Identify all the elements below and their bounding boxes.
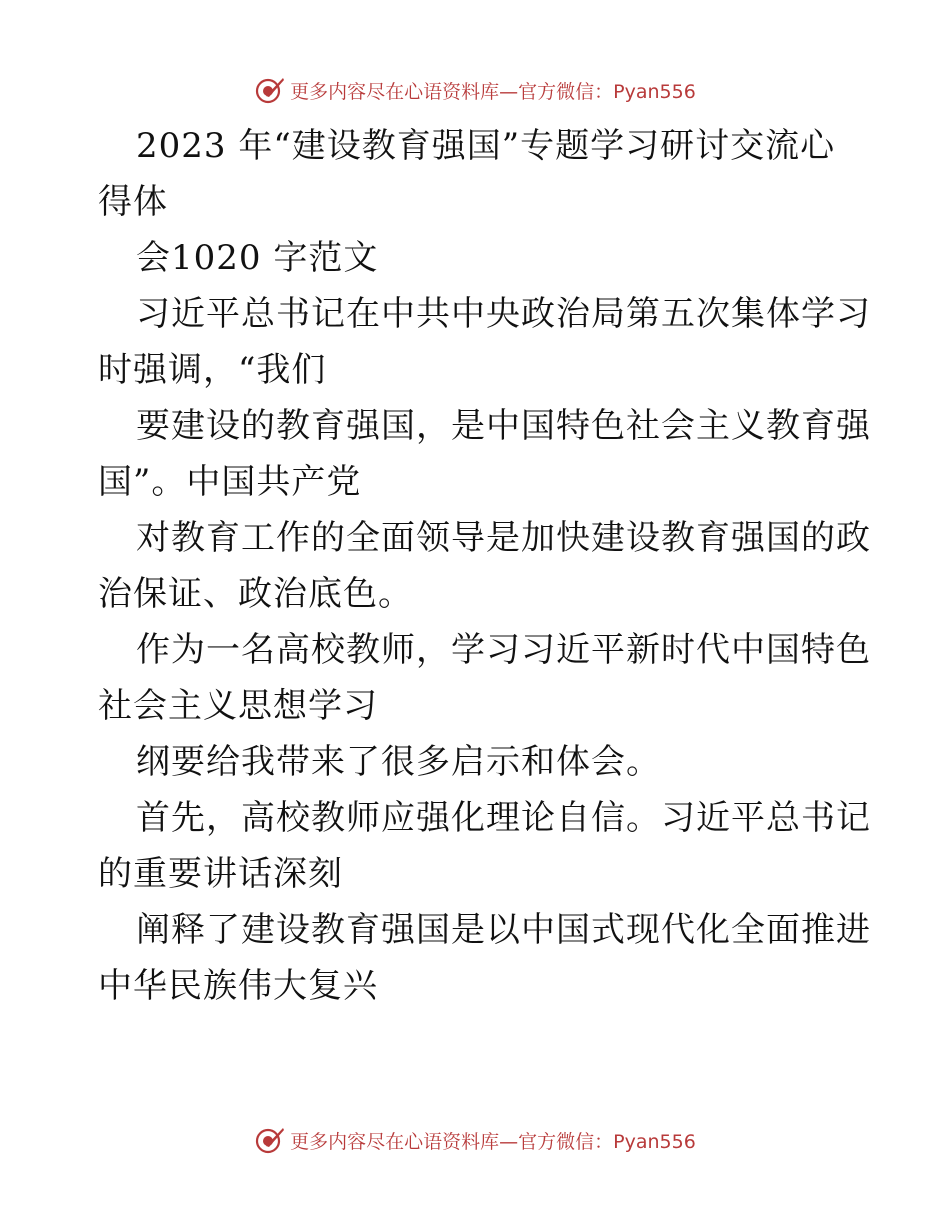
document-body: [98, 118, 871, 1014]
paragraph: 习近平总书记在中共中央政治局第五次集体学习 时强调，“我们: [98, 294, 871, 390]
banner-text: 更多内容尽在心语资料库—官方微信：Pyan556: [290, 1130, 696, 1153]
header-banner: [0, 70, 950, 110]
quill-logo-icon: [254, 74, 286, 106]
paragraph: 会1020 字范文: [136, 238, 379, 278]
paragraph: 首先，高校教师应强化理论自信。习近平总书记 的重要讲话深刻: [98, 798, 871, 894]
paragraph: 纲要给我带来了很多启示和体会。: [136, 742, 661, 782]
banner-text: 更多内容尽在心语资料库—官方微信：Pyan556: [290, 80, 696, 103]
paragraph: 作为一名高校教师，学习习近平新时代中国特色 社会主义思想学习: [98, 630, 871, 726]
quill-logo-icon: [254, 1124, 286, 1156]
footer-banner: [0, 1120, 950, 1160]
paragraph: 要建设的教育强国，是中国特色社会主义教育强 国”。中国共产党: [98, 406, 871, 502]
paragraph: 阐释了建设教育强国是以中国式现代化全面推进 中华民族伟大复兴: [98, 910, 871, 1006]
paragraph: 2023 年“建设教育强国”专题学习研讨交流心 得体: [98, 126, 836, 222]
paragraph: 对教育工作的全面领导是加快建设教育强国的政 治保证、政治底色。: [98, 518, 871, 614]
